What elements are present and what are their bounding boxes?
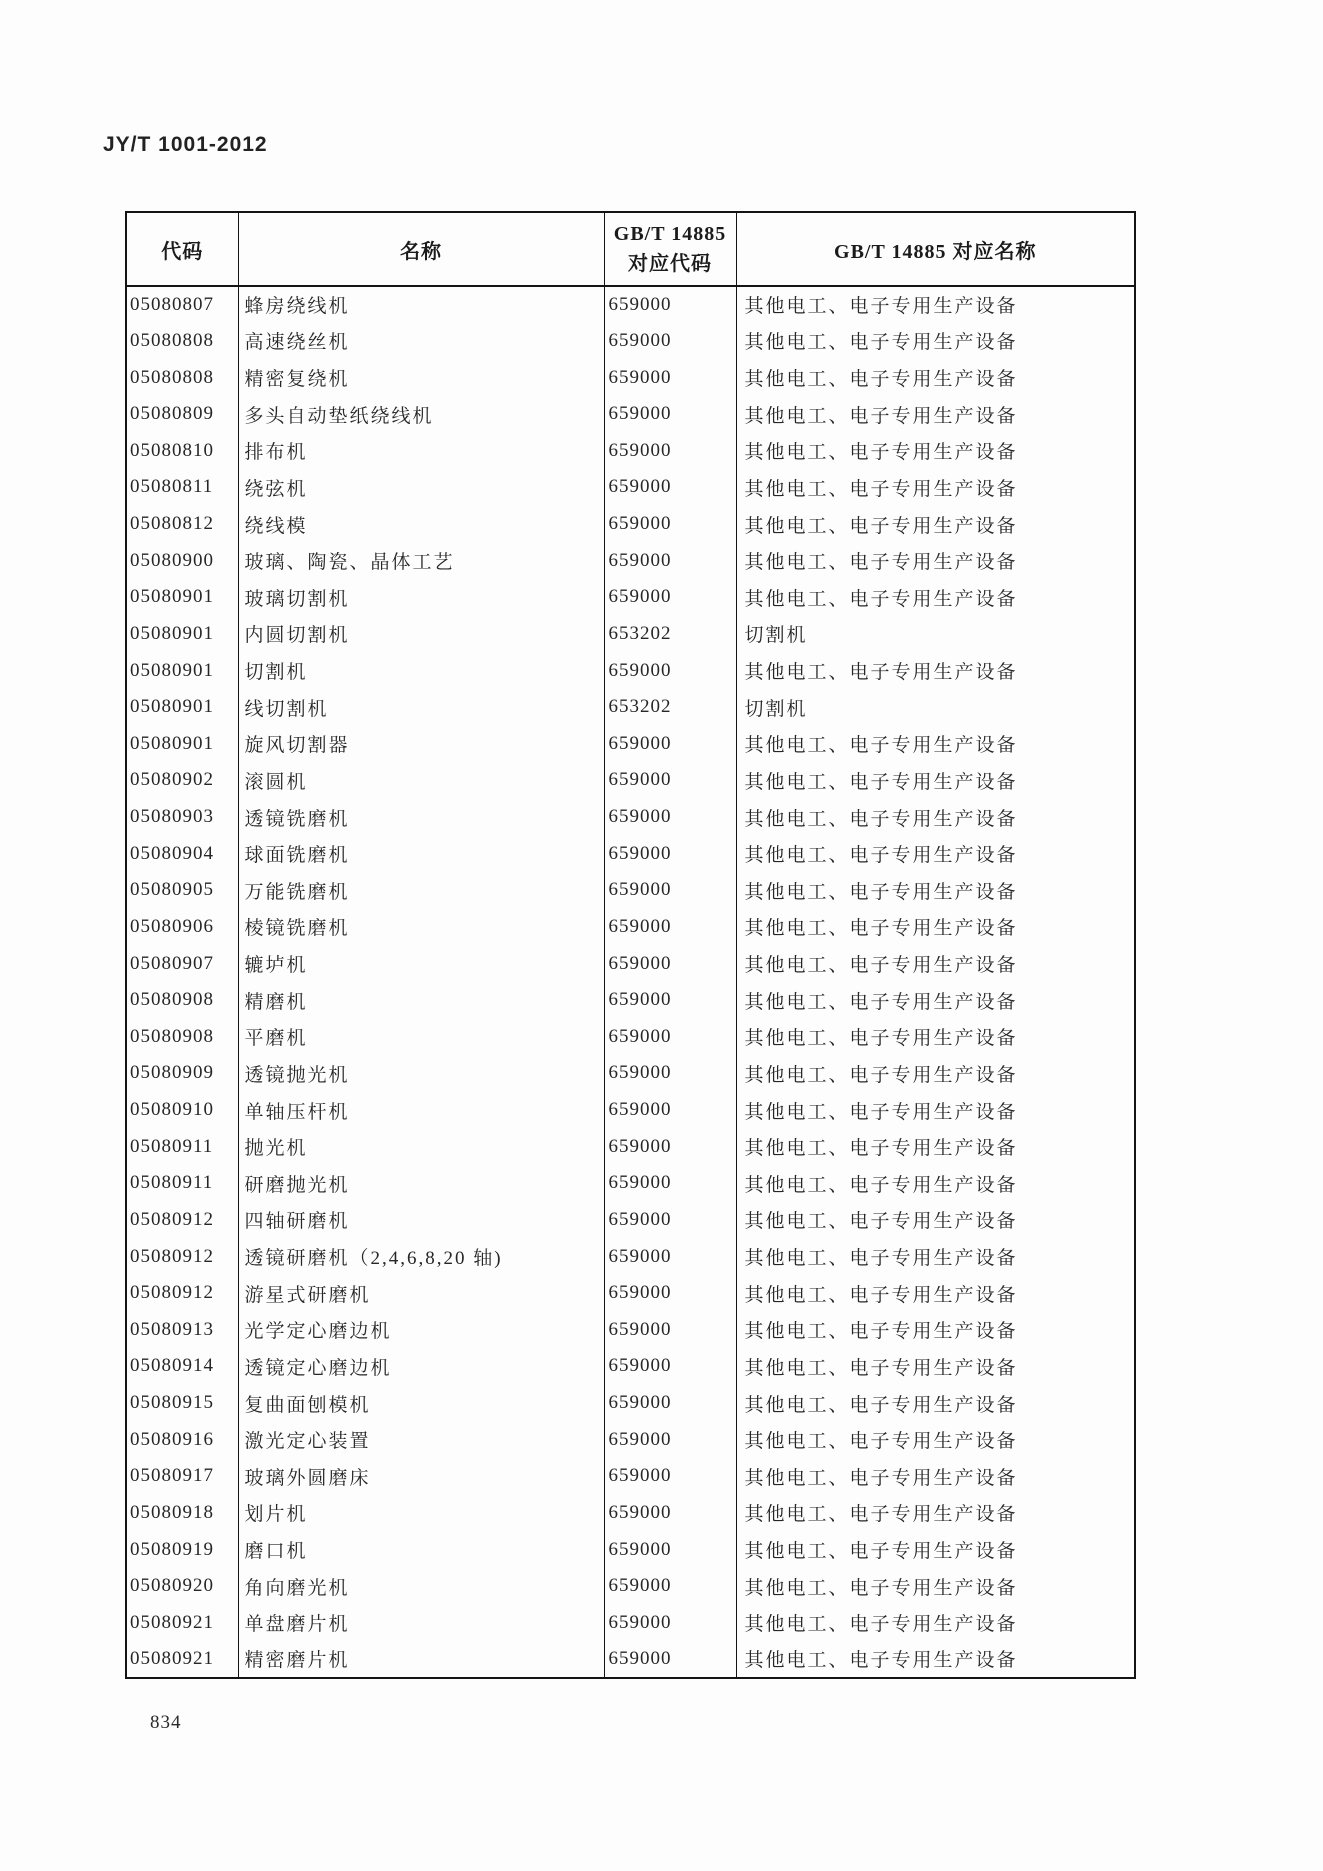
cell-code: 05080904 xyxy=(126,835,238,872)
cell-name: 精磨机 xyxy=(238,982,604,1019)
cell-gb-code: 659000 xyxy=(604,433,736,470)
cell-gb-code: 659000 xyxy=(604,1275,736,1312)
cell-code: 05080902 xyxy=(126,762,238,799)
col-header-code: 代码 xyxy=(126,212,238,286)
cell-name: 蜂房绕线机 xyxy=(238,286,604,323)
cell-name: 透镜定心磨边机 xyxy=(238,1348,604,1385)
table-row xyxy=(126,1568,1135,1605)
table-row xyxy=(126,1641,1135,1678)
cell-code: 05080901 xyxy=(126,616,238,653)
cell-name: 玻璃切割机 xyxy=(238,579,604,616)
table-row xyxy=(126,872,1135,909)
cell-gb-code: 659000 xyxy=(604,1202,736,1239)
cell-gb-code: 659000 xyxy=(604,982,736,1019)
table-row xyxy=(126,359,1135,396)
cell-name: 精密复绕机 xyxy=(238,359,604,396)
cell-gb-code: 659000 xyxy=(604,1605,736,1642)
table-row xyxy=(126,1531,1135,1568)
cell-name: 辘垆机 xyxy=(238,945,604,982)
cell-name: 单盘磨片机 xyxy=(238,1605,604,1642)
cell-gb-code: 659000 xyxy=(604,1165,736,1202)
cell-code: 05080808 xyxy=(126,323,238,360)
table-row xyxy=(126,689,1135,726)
cell-code: 05080901 xyxy=(126,579,238,616)
table-row xyxy=(126,1385,1135,1422)
table-row xyxy=(126,909,1135,946)
table-row xyxy=(126,1495,1135,1532)
table-row xyxy=(126,652,1135,689)
cell-gb-name: 其他电工、电子专用生产设备 xyxy=(736,1165,1135,1202)
col-header-gb-code xyxy=(604,212,736,286)
cell-gb-code: 659000 xyxy=(604,1312,736,1349)
cell-name: 透镜抛光机 xyxy=(238,1055,604,1092)
table-row xyxy=(126,1128,1135,1165)
cell-gb-name: 其他电工、电子专用生产设备 xyxy=(736,982,1135,1019)
table-row xyxy=(126,579,1135,616)
table-row xyxy=(126,286,1135,323)
table-row xyxy=(126,506,1135,543)
table-row xyxy=(126,1348,1135,1385)
col-header-gb-code-line1: GB/T 14885 xyxy=(613,223,727,245)
cell-name: 绕线模 xyxy=(238,506,604,543)
cell-gb-name: 其他电工、电子专用生产设备 xyxy=(736,945,1135,982)
cell-gb-name: 其他电工、电子专用生产设备 xyxy=(736,1385,1135,1422)
cell-name: 透镜铣磨机 xyxy=(238,799,604,836)
cell-name: 球面铣磨机 xyxy=(238,835,604,872)
cell-code: 05080915 xyxy=(126,1385,238,1422)
cell-gb-code: 659000 xyxy=(604,1568,736,1605)
table-row xyxy=(126,1055,1135,1092)
table-row xyxy=(126,945,1135,982)
cell-gb-name: 其他电工、电子专用生产设备 xyxy=(736,1495,1135,1532)
cell-code: 05080908 xyxy=(126,1019,238,1056)
cell-code: 05080912 xyxy=(126,1202,238,1239)
cell-code: 05080917 xyxy=(126,1458,238,1495)
cell-gb-name: 其他电工、电子专用生产设备 xyxy=(736,1275,1135,1312)
cell-gb-name: 其他电工、电子专用生产设备 xyxy=(736,1055,1135,1092)
cell-code: 05080810 xyxy=(126,433,238,470)
cell-gb-name: 其他电工、电子专用生产设备 xyxy=(736,909,1135,946)
cell-gb-code: 659000 xyxy=(604,542,736,579)
table-row xyxy=(126,1202,1135,1239)
cell-gb-name: 其他电工、电子专用生产设备 xyxy=(736,1641,1135,1678)
cell-code: 05080908 xyxy=(126,982,238,1019)
cell-name: 滚圆机 xyxy=(238,762,604,799)
cell-gb-name: 其他电工、电子专用生产设备 xyxy=(736,1531,1135,1568)
cell-gb-name: 其他电工、电子专用生产设备 xyxy=(736,1019,1135,1056)
cell-gb-code: 653202 xyxy=(604,616,736,653)
cell-name: 万能铣磨机 xyxy=(238,872,604,909)
cell-name: 玻璃、陶瓷、晶体工艺 xyxy=(238,542,604,579)
table-row xyxy=(126,1165,1135,1202)
cell-code: 05080919 xyxy=(126,1531,238,1568)
table-row xyxy=(126,726,1135,763)
cell-gb-code: 659000 xyxy=(604,1055,736,1092)
cell-name: 线切割机 xyxy=(238,689,604,726)
table-row xyxy=(126,982,1135,1019)
cell-gb-name: 其他电工、电子专用生产设备 xyxy=(736,652,1135,689)
cell-gb-code: 659000 xyxy=(604,1641,736,1678)
cell-gb-code: 659000 xyxy=(604,396,736,433)
cell-gb-code: 659000 xyxy=(604,469,736,506)
cell-gb-name: 其他电工、电子专用生产设备 xyxy=(736,1458,1135,1495)
cell-gb-name: 其他电工、电子专用生产设备 xyxy=(736,396,1135,433)
cell-gb-code: 659000 xyxy=(604,1128,736,1165)
table-row xyxy=(126,396,1135,433)
cell-gb-code: 659000 xyxy=(604,945,736,982)
cell-name: 棱镜铣磨机 xyxy=(238,909,604,946)
cell-code: 05080921 xyxy=(126,1641,238,1678)
cell-name: 平磨机 xyxy=(238,1019,604,1056)
cell-code: 05080913 xyxy=(126,1312,238,1349)
cell-code: 05080901 xyxy=(126,726,238,763)
cell-code: 05080911 xyxy=(126,1165,238,1202)
code-mapping-table xyxy=(125,211,1136,1679)
cell-gb-code: 659000 xyxy=(604,1495,736,1532)
cell-code: 05080905 xyxy=(126,872,238,909)
cell-name: 多头自动垫纸绕线机 xyxy=(238,396,604,433)
cell-code: 05080914 xyxy=(126,1348,238,1385)
cell-code: 05080900 xyxy=(126,542,238,579)
cell-gb-name: 切割机 xyxy=(736,616,1135,653)
cell-gb-name: 其他电工、电子专用生产设备 xyxy=(736,1128,1135,1165)
table-row xyxy=(126,1312,1135,1349)
table-row xyxy=(126,1458,1135,1495)
table-row xyxy=(126,1421,1135,1458)
cell-code: 05080903 xyxy=(126,799,238,836)
cell-gb-code: 659000 xyxy=(604,286,736,323)
cell-gb-name: 其他电工、电子专用生产设备 xyxy=(736,542,1135,579)
cell-code: 05080809 xyxy=(126,396,238,433)
cell-name: 透镜研磨机（2,4,6,8,20 轴) xyxy=(238,1238,604,1275)
cell-gb-name: 其他电工、电子专用生产设备 xyxy=(736,726,1135,763)
cell-name: 复曲面刨模机 xyxy=(238,1385,604,1422)
cell-gb-name: 其他电工、电子专用生产设备 xyxy=(736,433,1135,470)
cell-code: 05080909 xyxy=(126,1055,238,1092)
cell-gb-code: 659000 xyxy=(604,579,736,616)
cell-name: 四轴研磨机 xyxy=(238,1202,604,1239)
cell-gb-name: 其他电工、电子专用生产设备 xyxy=(736,1312,1135,1349)
cell-gb-code: 659000 xyxy=(604,1458,736,1495)
cell-gb-code: 659000 xyxy=(604,1019,736,1056)
cell-code: 05080808 xyxy=(126,359,238,396)
cell-gb-code: 659000 xyxy=(604,652,736,689)
cell-gb-name: 其他电工、电子专用生产设备 xyxy=(736,359,1135,396)
cell-name: 激光定心装置 xyxy=(238,1421,604,1458)
cell-gb-name: 其他电工、电子专用生产设备 xyxy=(736,762,1135,799)
cell-gb-code: 659000 xyxy=(604,1348,736,1385)
cell-code: 05080912 xyxy=(126,1275,238,1312)
cell-gb-name: 其他电工、电子专用生产设备 xyxy=(736,1348,1135,1385)
cell-gb-code: 659000 xyxy=(604,726,736,763)
cell-gb-code: 659000 xyxy=(604,762,736,799)
cell-gb-name: 其他电工、电子专用生产设备 xyxy=(736,323,1135,360)
table-row xyxy=(126,1605,1135,1642)
cell-name: 划片机 xyxy=(238,1495,604,1532)
cell-gb-name: 其他电工、电子专用生产设备 xyxy=(736,1092,1135,1129)
col-header-gb-name: GB/T 14885 对应名称 xyxy=(736,212,1135,286)
cell-code: 05080912 xyxy=(126,1238,238,1275)
table-row xyxy=(126,616,1135,653)
cell-code: 05080911 xyxy=(126,1128,238,1165)
cell-gb-code: 659000 xyxy=(604,872,736,909)
cell-name: 切割机 xyxy=(238,652,604,689)
cell-code: 05080921 xyxy=(126,1605,238,1642)
header-row xyxy=(126,212,1135,286)
cell-gb-name: 其他电工、电子专用生产设备 xyxy=(736,286,1135,323)
col-header-gb-code-line2: 对应代码 xyxy=(628,253,712,275)
table-row xyxy=(126,1238,1135,1275)
cell-code: 05080920 xyxy=(126,1568,238,1605)
cell-gb-code: 659000 xyxy=(604,359,736,396)
table-row xyxy=(126,762,1135,799)
cell-gb-code: 659000 xyxy=(604,835,736,872)
table-header xyxy=(126,212,1135,286)
cell-gb-name: 切割机 xyxy=(736,689,1135,726)
cell-gb-name: 其他电工、电子专用生产设备 xyxy=(736,1202,1135,1239)
cell-name: 绕弦机 xyxy=(238,469,604,506)
cell-name: 精密磨片机 xyxy=(238,1641,604,1678)
table-row xyxy=(126,323,1135,360)
cell-gb-name: 其他电工、电子专用生产设备 xyxy=(736,1605,1135,1642)
page-number: 834 xyxy=(150,1712,182,1733)
cell-name: 旋风切割器 xyxy=(238,726,604,763)
cell-gb-name: 其他电工、电子专用生产设备 xyxy=(736,1421,1135,1458)
cell-gb-code: 659000 xyxy=(604,1421,736,1458)
cell-gb-code: 659000 xyxy=(604,909,736,946)
table-row xyxy=(126,835,1135,872)
cell-gb-name: 其他电工、电子专用生产设备 xyxy=(736,506,1135,543)
table-row xyxy=(126,1275,1135,1312)
cell-gb-name: 其他电工、电子专用生产设备 xyxy=(736,1238,1135,1275)
cell-gb-name: 其他电工、电子专用生产设备 xyxy=(736,1568,1135,1605)
cell-code: 05080811 xyxy=(126,469,238,506)
cell-code: 05080807 xyxy=(126,286,238,323)
table-row xyxy=(126,542,1135,579)
table-body xyxy=(126,286,1135,1678)
cell-code: 05080901 xyxy=(126,652,238,689)
cell-gb-code: 653202 xyxy=(604,689,736,726)
cell-gb-code: 659000 xyxy=(604,1238,736,1275)
table-row xyxy=(126,1019,1135,1056)
cell-gb-name: 其他电工、电子专用生产设备 xyxy=(736,872,1135,909)
cell-name: 光学定心磨边机 xyxy=(238,1312,604,1349)
cell-gb-name: 其他电工、电子专用生产设备 xyxy=(736,835,1135,872)
cell-name: 角向磨光机 xyxy=(238,1568,604,1605)
cell-gb-code: 659000 xyxy=(604,1092,736,1129)
cell-name: 磨口机 xyxy=(238,1531,604,1568)
cell-name: 研磨抛光机 xyxy=(238,1165,604,1202)
cell-name: 单轴压杆机 xyxy=(238,1092,604,1129)
table-row xyxy=(126,433,1135,470)
cell-gb-code: 659000 xyxy=(604,799,736,836)
cell-code: 05080916 xyxy=(126,1421,238,1458)
cell-name: 内圆切割机 xyxy=(238,616,604,653)
cell-gb-name: 其他电工、电子专用生产设备 xyxy=(736,469,1135,506)
table-row xyxy=(126,1092,1135,1129)
cell-gb-code: 659000 xyxy=(604,506,736,543)
cell-name: 游星式研磨机 xyxy=(238,1275,604,1312)
cell-name: 高速绕丝机 xyxy=(238,323,604,360)
cell-gb-code: 659000 xyxy=(604,1531,736,1568)
cell-code: 05080906 xyxy=(126,909,238,946)
doc-code: JY/T 1001-2012 xyxy=(103,133,268,156)
cell-name: 玻璃外圆磨床 xyxy=(238,1458,604,1495)
cell-gb-name: 其他电工、电子专用生产设备 xyxy=(736,579,1135,616)
cell-code: 05080901 xyxy=(126,689,238,726)
col-header-name: 名称 xyxy=(238,212,604,286)
table-row xyxy=(126,799,1135,836)
cell-code: 05080910 xyxy=(126,1092,238,1129)
cell-code: 05080907 xyxy=(126,945,238,982)
cell-gb-name: 其他电工、电子专用生产设备 xyxy=(736,799,1135,836)
cell-gb-code: 659000 xyxy=(604,323,736,360)
cell-code: 05080918 xyxy=(126,1495,238,1532)
cell-gb-code: 659000 xyxy=(604,1385,736,1422)
cell-name: 排布机 xyxy=(238,433,604,470)
cell-name: 抛光机 xyxy=(238,1128,604,1165)
cell-code: 05080812 xyxy=(126,506,238,543)
table-row xyxy=(126,469,1135,506)
